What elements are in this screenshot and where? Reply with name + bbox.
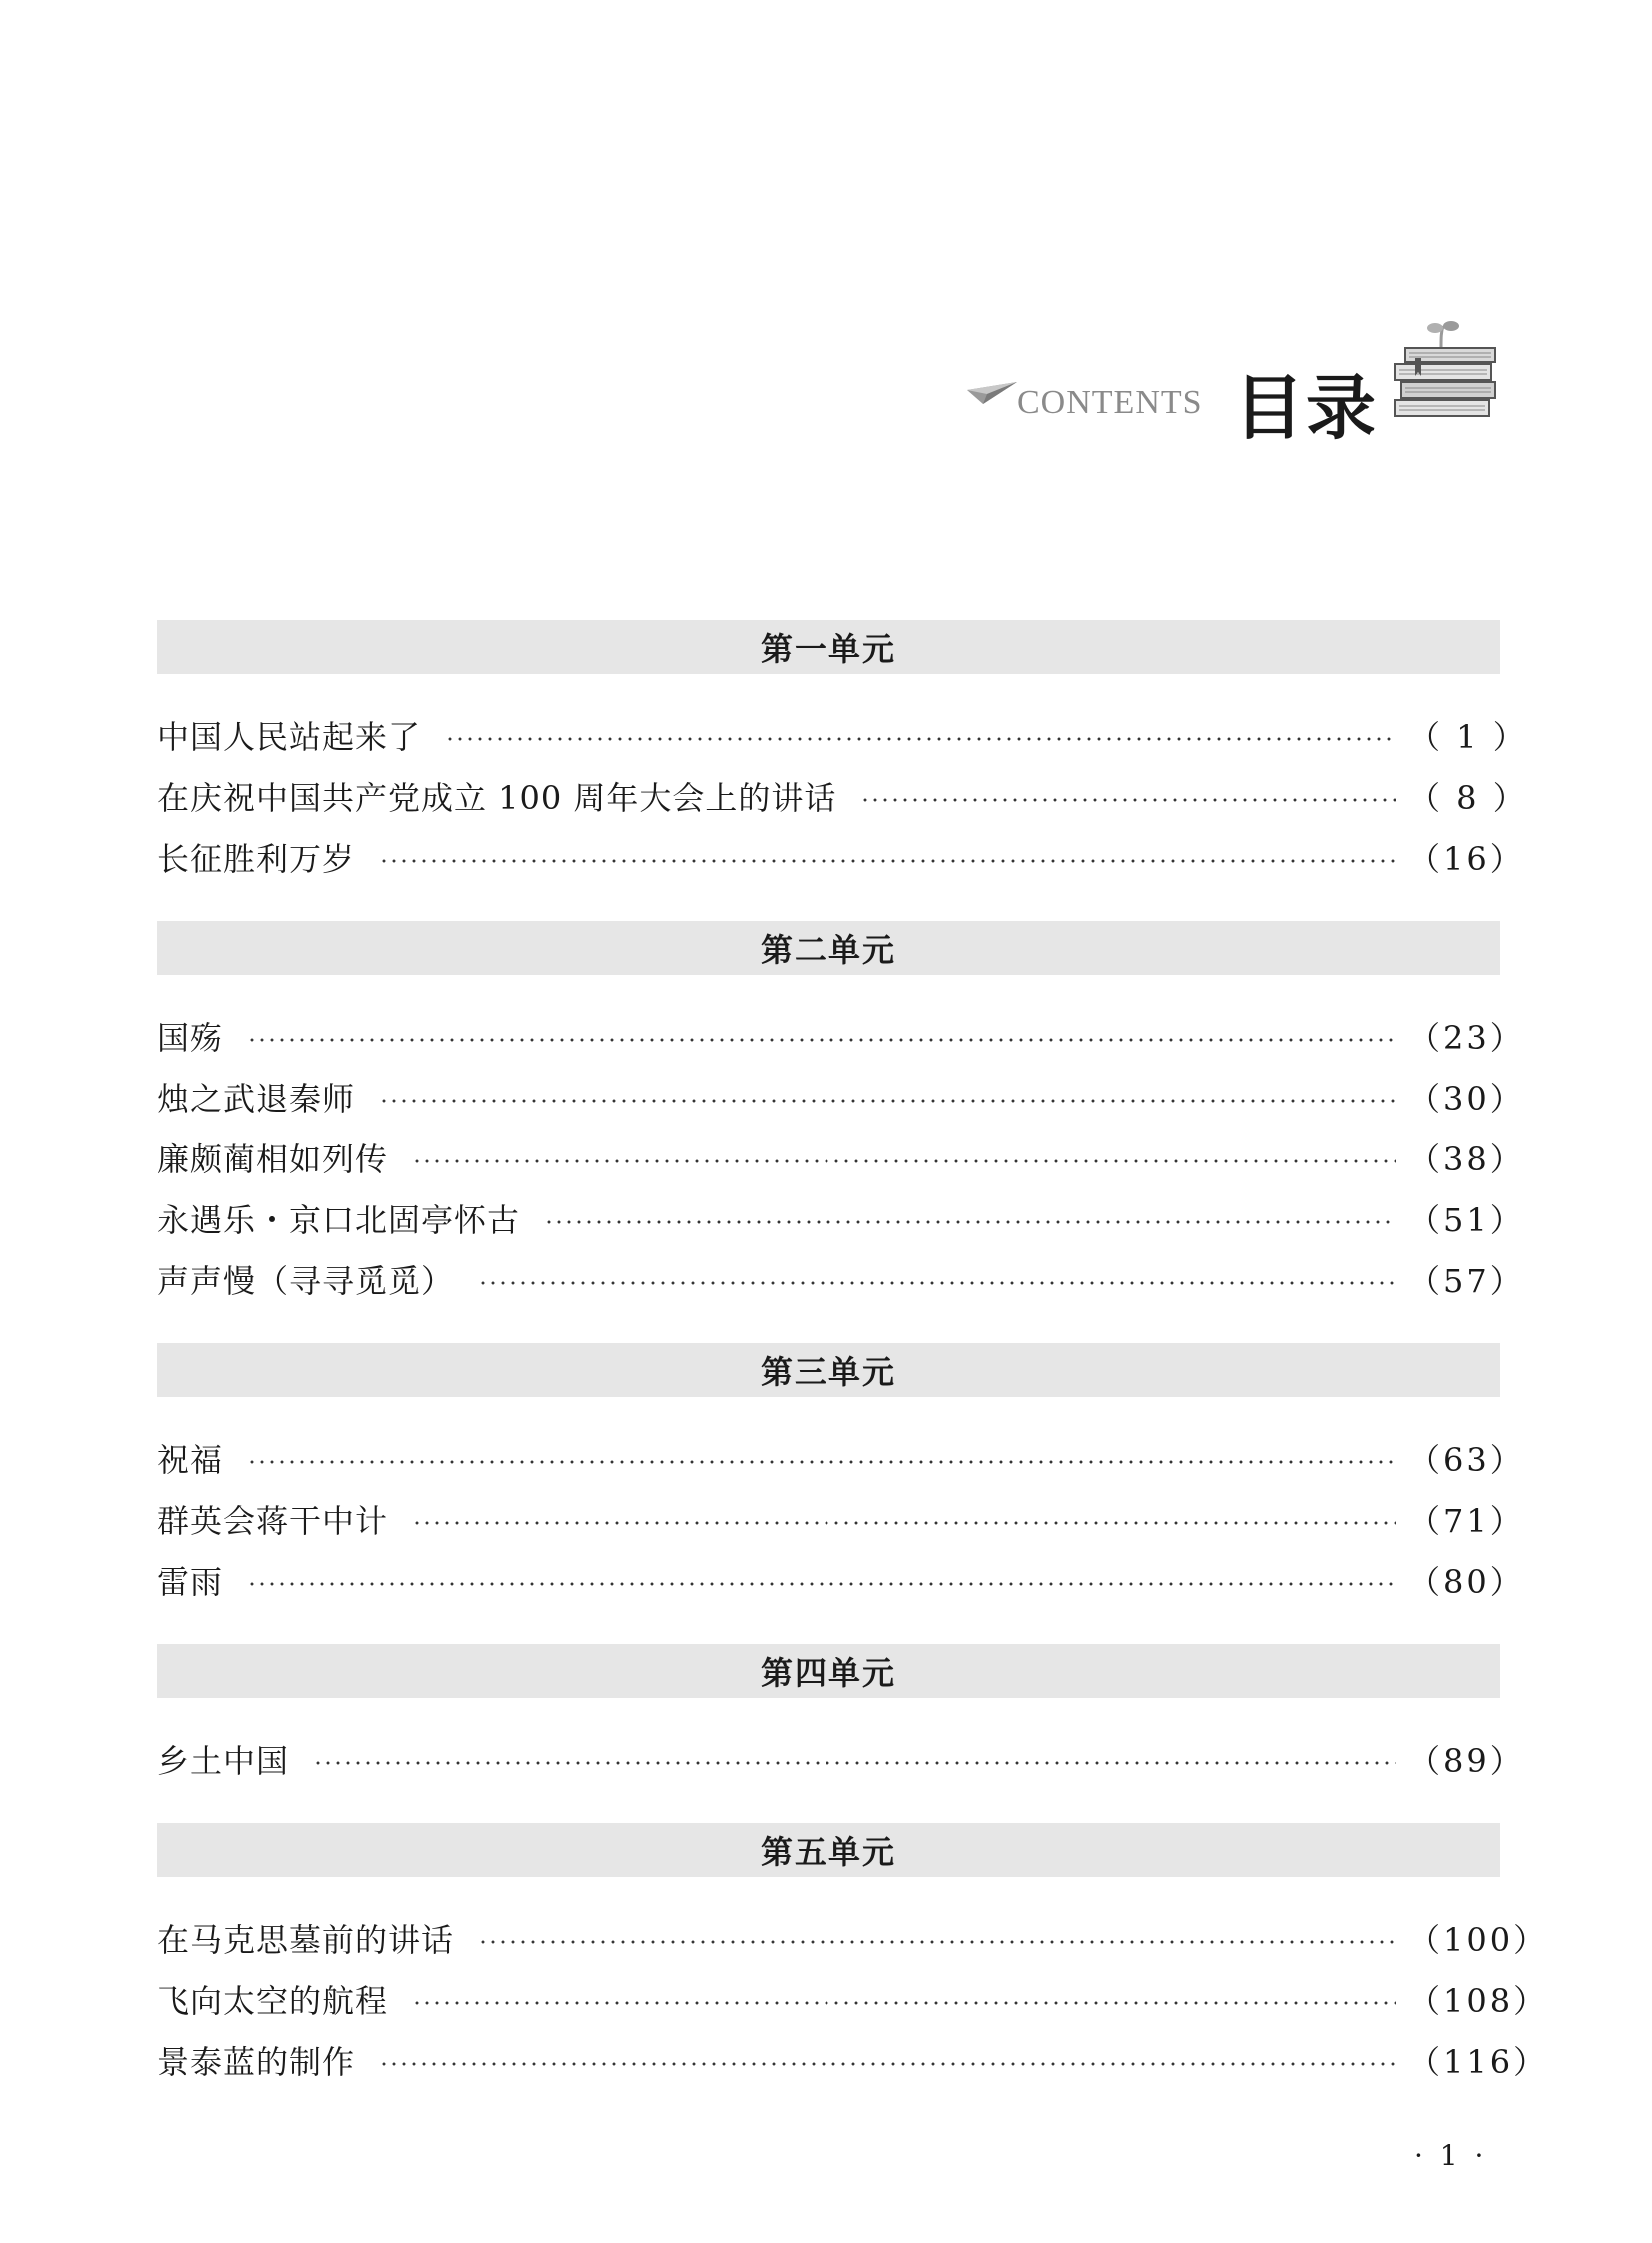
toc-entry-page: （ 1 ）	[1408, 717, 1528, 756]
toc-entry-title: 永遇乐・京口北固亭怀古	[157, 1200, 521, 1239]
toc-entry[interactable]	[157, 704, 1528, 765]
toc-entry-page: （ 8 ）	[1408, 778, 1528, 817]
toc-entry[interactable]	[157, 1005, 1525, 1066]
dot-leader	[313, 1761, 1396, 1765]
toc-entry[interactable]	[157, 2029, 1549, 2090]
toc-entry-page: （100）	[1408, 1920, 1549, 1959]
toc-entry-title: 声声慢（寻寻觅觅）	[157, 1261, 455, 1300]
toc-entry-title: 乡土中国	[157, 1741, 290, 1780]
toc-entry[interactable]	[157, 765, 1528, 826]
paper-plane-icon	[965, 380, 1019, 406]
toc-entry[interactable]	[157, 1907, 1549, 1968]
toc-entry-title: 国殇	[157, 1018, 224, 1057]
toc-entry[interactable]	[157, 1488, 1525, 1549]
toc-entry-page: （71）	[1408, 1501, 1525, 1540]
unit-header: 第三单元	[157, 1343, 1500, 1397]
dot-leader	[412, 2001, 1396, 2005]
unit-entry-list	[157, 1698, 1525, 1823]
unit-entry-list	[157, 1397, 1525, 1644]
dot-leader	[860, 798, 1396, 802]
toc-entry-page: （57）	[1408, 1261, 1525, 1300]
toc-entry-title: 长征胜利万岁	[157, 839, 356, 878]
toc-entry-title: 雷雨	[157, 1562, 224, 1601]
dot-leader	[478, 1940, 1396, 1944]
toc-entry[interactable]	[157, 1248, 1525, 1309]
toc-entry-title: 祝福	[157, 1440, 224, 1479]
unit-entry-list	[157, 674, 1528, 921]
dot-leader	[379, 859, 1396, 863]
toc-entry-title: 廉颇蔺相如列传	[157, 1139, 389, 1178]
toc-entry[interactable]	[157, 1187, 1525, 1248]
toc-entry-title: 群英会蒋干中计	[157, 1501, 389, 1540]
table-of-contents	[157, 620, 1549, 2124]
dot-leader	[247, 1460, 1396, 1464]
toc-entry[interactable]	[157, 1126, 1525, 1187]
dot-leader	[412, 1521, 1396, 1525]
unit-header: 第五单元	[157, 1823, 1500, 1877]
toc-entry[interactable]	[157, 1066, 1525, 1126]
toc-entry-title: 景泰蓝的制作	[157, 2042, 356, 2081]
toc-entry-page: （63）	[1408, 1440, 1525, 1479]
toc-entry[interactable]	[157, 1549, 1525, 1610]
page-number: · 1 ·	[1414, 2139, 1488, 2172]
page-title: 目录	[1234, 367, 1378, 449]
toc-entry[interactable]	[157, 1427, 1525, 1488]
dot-leader	[379, 2062, 1396, 2066]
toc-entry-title: 飞向太空的航程	[157, 1981, 389, 2020]
contents-label: CONTENTS	[1017, 384, 1203, 421]
toc-entry-page: （38）	[1408, 1139, 1525, 1178]
dot-leader	[544, 1220, 1396, 1224]
toc-entry-page: （16）	[1408, 839, 1525, 878]
unit-header: 第四单元	[157, 1644, 1500, 1698]
toc-entry-title: 烛之武退秦师	[157, 1079, 356, 1118]
unit-entry-list	[157, 1877, 1549, 2124]
toc-entry-page: （80）	[1408, 1562, 1525, 1601]
dot-leader	[412, 1159, 1396, 1163]
dot-leader	[247, 1582, 1396, 1586]
toc-entry[interactable]	[157, 1968, 1549, 2029]
unit-header: 第一单元	[157, 620, 1500, 674]
dot-leader	[379, 1099, 1396, 1103]
toc-entry-page: （30）	[1408, 1079, 1525, 1118]
toc-entry-page: （116）	[1408, 2042, 1549, 2081]
toc-entry-page: （51）	[1408, 1200, 1525, 1239]
toc-entry-page: （108）	[1408, 1981, 1549, 2020]
toc-entry-page: （89）	[1408, 1741, 1525, 1780]
toc-entry-page: （23）	[1408, 1018, 1525, 1057]
toc-entry[interactable]	[157, 1728, 1525, 1789]
toc-entry-title: 在庆祝中国共产党成立 100 周年大会上的讲话	[157, 778, 837, 817]
toc-entry[interactable]	[157, 826, 1525, 887]
book-stack-icon	[1389, 318, 1499, 422]
toc-entry-title: 在马克思墓前的讲话	[157, 1920, 455, 1959]
dot-leader	[445, 737, 1396, 741]
toc-header	[959, 318, 1499, 449]
dot-leader	[478, 1281, 1396, 1285]
toc-entry-title: 中国人民站起来了	[157, 717, 422, 756]
unit-header: 第二单元	[157, 921, 1500, 975]
dot-leader	[247, 1038, 1396, 1042]
unit-entry-list	[157, 975, 1525, 1343]
